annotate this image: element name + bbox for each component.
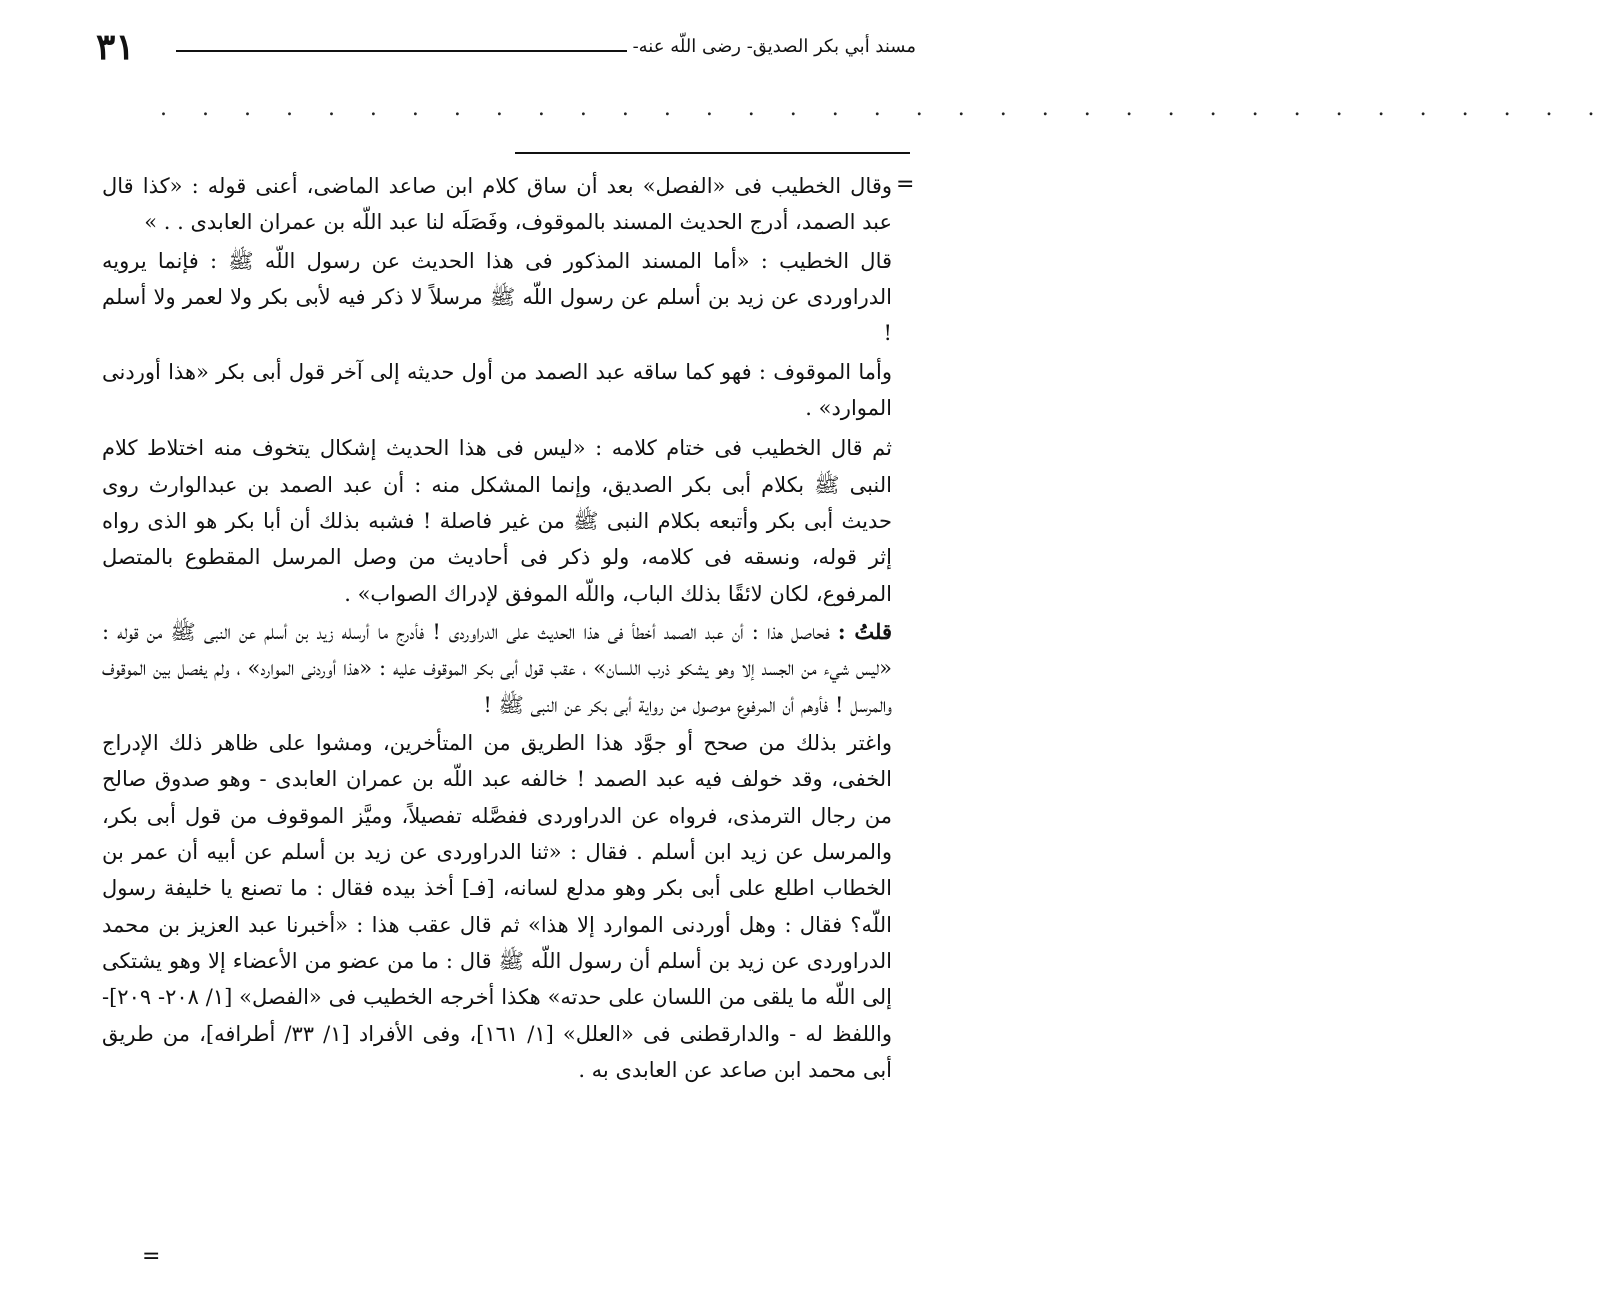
paragraph-3: وأما الموقوف : فهو كما ساقه عبد الصمد من أول حديثه إلى آخر قول أبى بكر «هذا أوردنى الموارد» . xyxy=(102,359,893,420)
footnote-rule xyxy=(515,152,910,154)
paragraph-4: ثم قال الخطيب فى ختام كلامه : «ليس فى هذا الحديث إشكال يتخوف منه اختلاط كلام النبى ﷺ بكلام أبى بكر الصديق، وإنما المشكل منه : أن عبد الصمد بن عبدالوارث روى حديث أبى بكر وأتبعه بكلام النبى ﷺ من غير فاصلة ! فشبه بذلك أن أبا بكر هو الذى رواه إثر قوله، ونسقه فى كلامه، ولو ذكر فى أحاديث من وصل المرسل المقطوع بالمتصل المرفوع، لكان لائقًا بذلك الباب، واللّه الموفق لإدراك الصواب» . xyxy=(102,436,892,606)
paragraph-6: واغتر بذلك من صحح أو جوَّد هذا الطريق من المتأخرين، ومشوا على ظاهر ذلك الإدراج الخفى، وقد خولف فيه عبد الصمد ! خالفه عبد اللّه بن عمران العابدى - وهو صدوق صالح من رجال الترمذى، فرواه عن الدراوردى ففصَّله تفصيلاً، وميَّز الموقوف من قول أبى بكر، والمرسل عن زيد ابن أسلم . فقال : «ثنا الدراوردى عن زيد بن أسلم عن أبيه أن عمر بن الخطاب اطلع على أبى بكر وهو مدلع لسانه، [فـ] أخذ بيده فقال : ما تصنع يا خليفة رسول اللّه؟ فقال : وهل أوردنى الموارد إلا هذا» ثم قال عقب هذا : «أخبرنا عبد العزيز بن محمد الدراوردى عن زيد بن أسلم أن رسول اللّه ﷺ قال : ما من عضو من الأعضاء إلا وهو يشتكى إلى اللّه ما يلقى من اللسان على حدته» هكذا أخرجه الخطيب فى «الفصل» [١/ ٢٠٨- ٢٠٩]- واللفظ له - والدارقطنى فى «العلل» [١/ ١٦١]، وفى الأفراد [١/ ٣٣/ أطرافه]، من طريق أبى محمد ابن صاعد عن العابدى به . xyxy=(102,730,893,1082)
paragraph-5-text: فحاصل هذا : أن عبد الصمد أخطأ فى هذا الحديث على الدراوردى ! فأدرج ما أرسله زيد بن أسلم عن النبى ﷺ من قوله : «ليس شيء من الجسد إلا وهو يشكو ذرب اللسان» ، عقب قول أبى بكر الموقوف عليه : «هذا أوردنى الموارد» ، ولم يفصل بين الموقوف والمرسل ! فأوهم أن المرفوع موصول من رواية أبى بكر عن النبى ﷺ ! xyxy=(102,619,892,717)
page-number: ٣١ xyxy=(96,26,135,68)
paragraph-2: قال الخطيب : «أما المسند المذكور فى هذا الحديث عن رسول اللّه ﷺ : فإنما يرويه الدراوردى عن زيد بن أسلم عن رسول اللّه ﷺ مرسلاً لا ذكر فيه لأبى بكر ولا لعمر ولا أسلم ! xyxy=(102,248,892,346)
footnote-body xyxy=(102,168,892,1090)
paragraph-5 xyxy=(102,614,892,723)
paragraph-5-lead: قلتُ : xyxy=(837,618,892,644)
continuation-mark-top: = xyxy=(896,172,915,197)
separator-dots: . . . . . . . . . . . . . . . . . . . . . . . . . . . . . . . . . . . xyxy=(160,96,1609,121)
page-header xyxy=(96,26,916,76)
continuation-mark-bottom: = xyxy=(142,1244,161,1269)
running-title: مسند أبي بكر الصديق- رضى اللّه عنه- xyxy=(627,36,916,57)
paragraph-1: وقال الخطيب فى «الفصل» بعد أن ساق كلام ابن صاعد الماضى، أعنى قوله : «كذا قال عبد الصمد، أدرج الحديث المسند بالموقوف، وفَصَلَه لنا عبد اللّه بن عمران العابدى . . » xyxy=(102,174,892,235)
